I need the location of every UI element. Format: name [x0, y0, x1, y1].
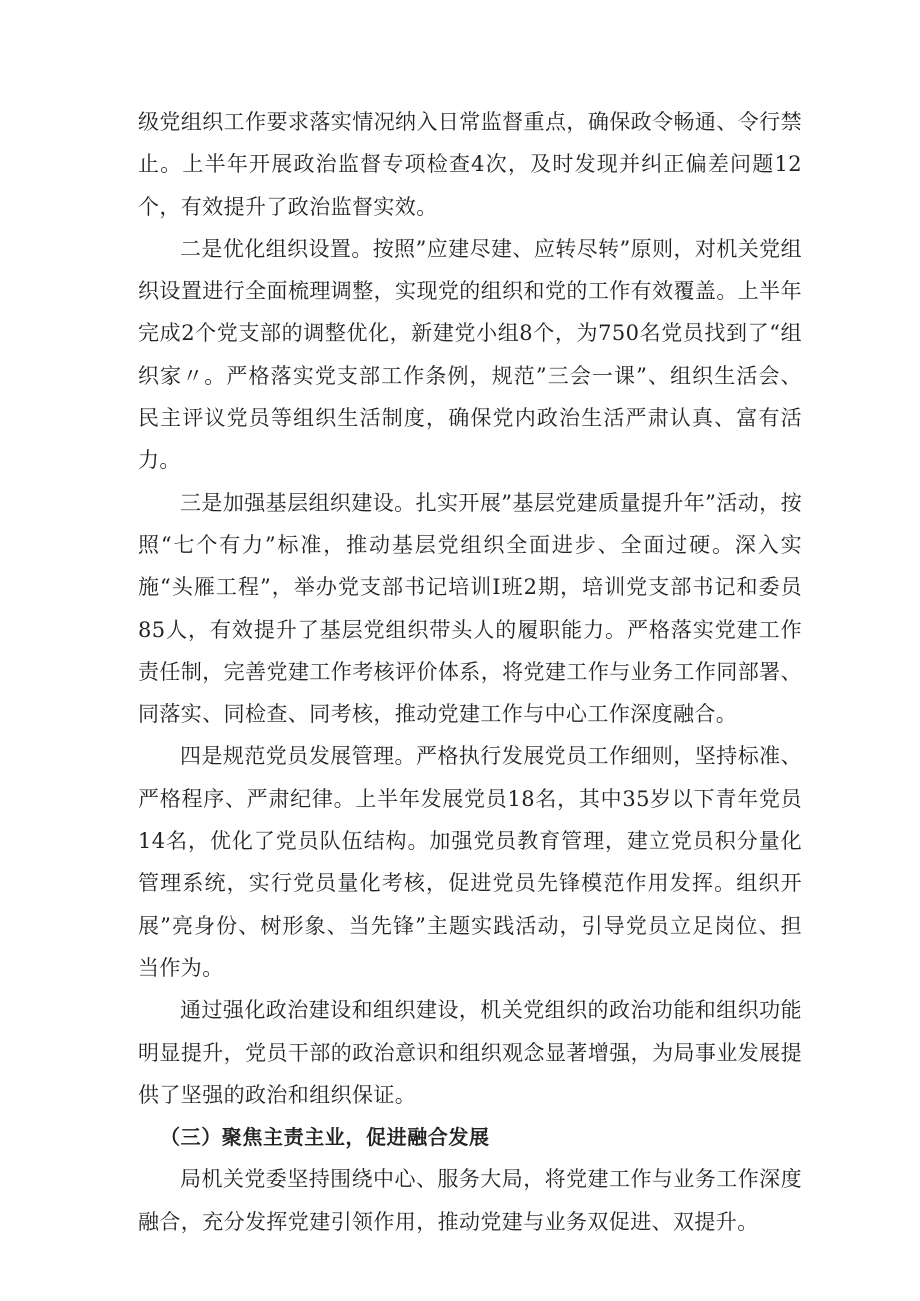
paragraph-summary: 通过强化政治建设和组织建设，机关党组织的政治功能和组织功能明显提升，党员干部的政治意识和组织观念显著增强，为局事业发展提供了坚强的政治和组织保证。 — [138, 998, 802, 1107]
paragraph-political-supervision: 级党组织工作要求落实情况纳入日常监督重点，确保政令畅通、令行禁止。上半年开展政治监督专项检查4次，及时发现并纠正偏差问题12个，有效提升了政治监督实效。 — [138, 110, 802, 219]
section-heading: （三）聚焦主责主业，促进融合发展 — [160, 1125, 490, 1150]
paragraph-member-management: 四是规范党员发展管理。严格执行发展党员工作细则，坚持标准、严格程序、严肃纪律。上半年发展党员18名，其中35岁以下青年党员14名，优化了党员队伍结构。加强党员教育管理，建立党员积分量化管理系统，实行党员量化考核，促进党员先锋模范作用发挥。组织开展”亮身份、树形象、当先锋”主题实践活动，引导党员立足岗位、担当作为。 — [138, 744, 802, 980]
paragraph-grassroots-building: 三是加强基层组织建设。扎实开展”基层党建质量提升年”活动，按照“七个有力”标准，推动基层党组织全面进步、全面过硬。深入实施“头雁工程”，举办党支部书记培训I班2期，培训党支部书记和委员85人，有效提升了基层党组织带头人的履职能力。严格落实党建工作责任制，完善党建工作考核评价体系，将党建工作与业务工作同部署、同落实、同检查、同考核，推动党建工作与中心工作深度融合。 — [138, 490, 802, 727]
document-body — [138, 101, 802, 1243]
paragraph-closing: 局机关党委坚持围绕中心、服务大局，将党建工作与业务工作深度融合，充分发挥党建引领作用，推动党建与业务双促进、双提升。 — [138, 1167, 802, 1234]
paragraph-organization-setup: 二是优化组织设置。按照”应建尽建、应转尽转”原则，对机关党组织设置进行全面梳理调整，实现党的组织和党的工作有效覆盖。上半年完成2个党支部的调整优化，新建党小组8个，为750名党员找到了“组织家〃。严格落实党支部工作条例，规范”三会一课”、组织生活会、民主评议党员等组织生活制度，确保党内政治生活严肃认真、富有活力。 — [138, 236, 802, 473]
